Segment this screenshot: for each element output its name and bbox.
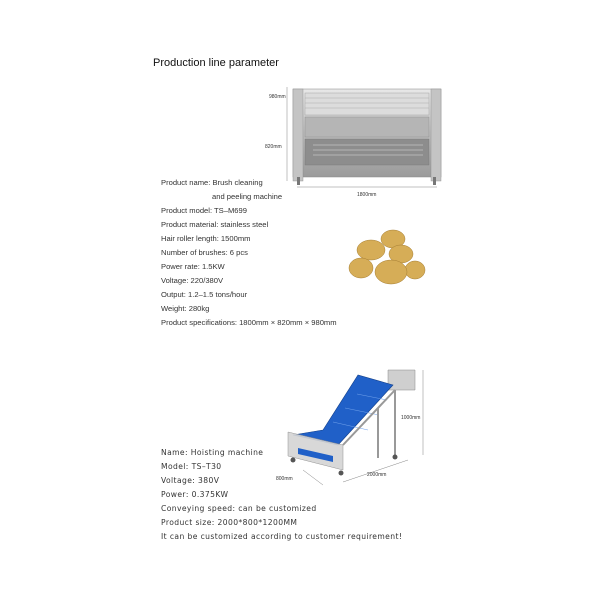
spec-line: Product size: 2000*800*1200MM <box>161 518 298 527</box>
depth-dimension: 820mm <box>265 144 282 150</box>
potatoes-image <box>343 226 428 291</box>
spec-line: It can be customized according to customer requirement! <box>161 532 403 541</box>
spec-line: and peeling machine <box>212 192 283 201</box>
width-dimension: 1800mm <box>357 192 377 198</box>
spec-line: Conveying speed: can be customized <box>161 504 317 513</box>
spec-line: Power: 0.375KW <box>161 490 229 499</box>
brush-peeling-machine-image <box>283 83 448 193</box>
depth-dimension: 800mm <box>276 476 293 482</box>
spec-line: Voltage: 380V <box>161 476 220 485</box>
width-dimension: 2000mm <box>367 472 387 478</box>
spec-line: Product model: TS–M699 <box>161 206 247 215</box>
spec-line: Output: 1.2–1.5 tons/hour <box>161 290 248 299</box>
page-title: Production line parameter <box>153 57 279 69</box>
spec-line: Number of brushes: 6 pcs <box>161 248 248 257</box>
spec-line: Hair roller length: 1500mm <box>161 234 251 243</box>
hoisting-machine-image <box>283 360 438 490</box>
spec-line: Product specifications: 1800mm × 820mm × 980mm <box>161 318 337 327</box>
spec-line: Model: TS–T30 <box>161 462 222 471</box>
height-dimension: 980mm <box>269 94 286 100</box>
height-dimension: 1000mm <box>401 415 421 421</box>
spec-line: Product material: stainless steel <box>161 220 269 229</box>
spec-line: Voltage: 220/380V <box>161 276 224 285</box>
spec-line: Product name: Brush cleaning <box>161 178 263 187</box>
spec-line: Weight: 280kg <box>161 304 210 313</box>
spec-line: Name: Hoisting machine <box>161 448 264 457</box>
spec-line: Power rate: 1.5KW <box>161 262 225 271</box>
